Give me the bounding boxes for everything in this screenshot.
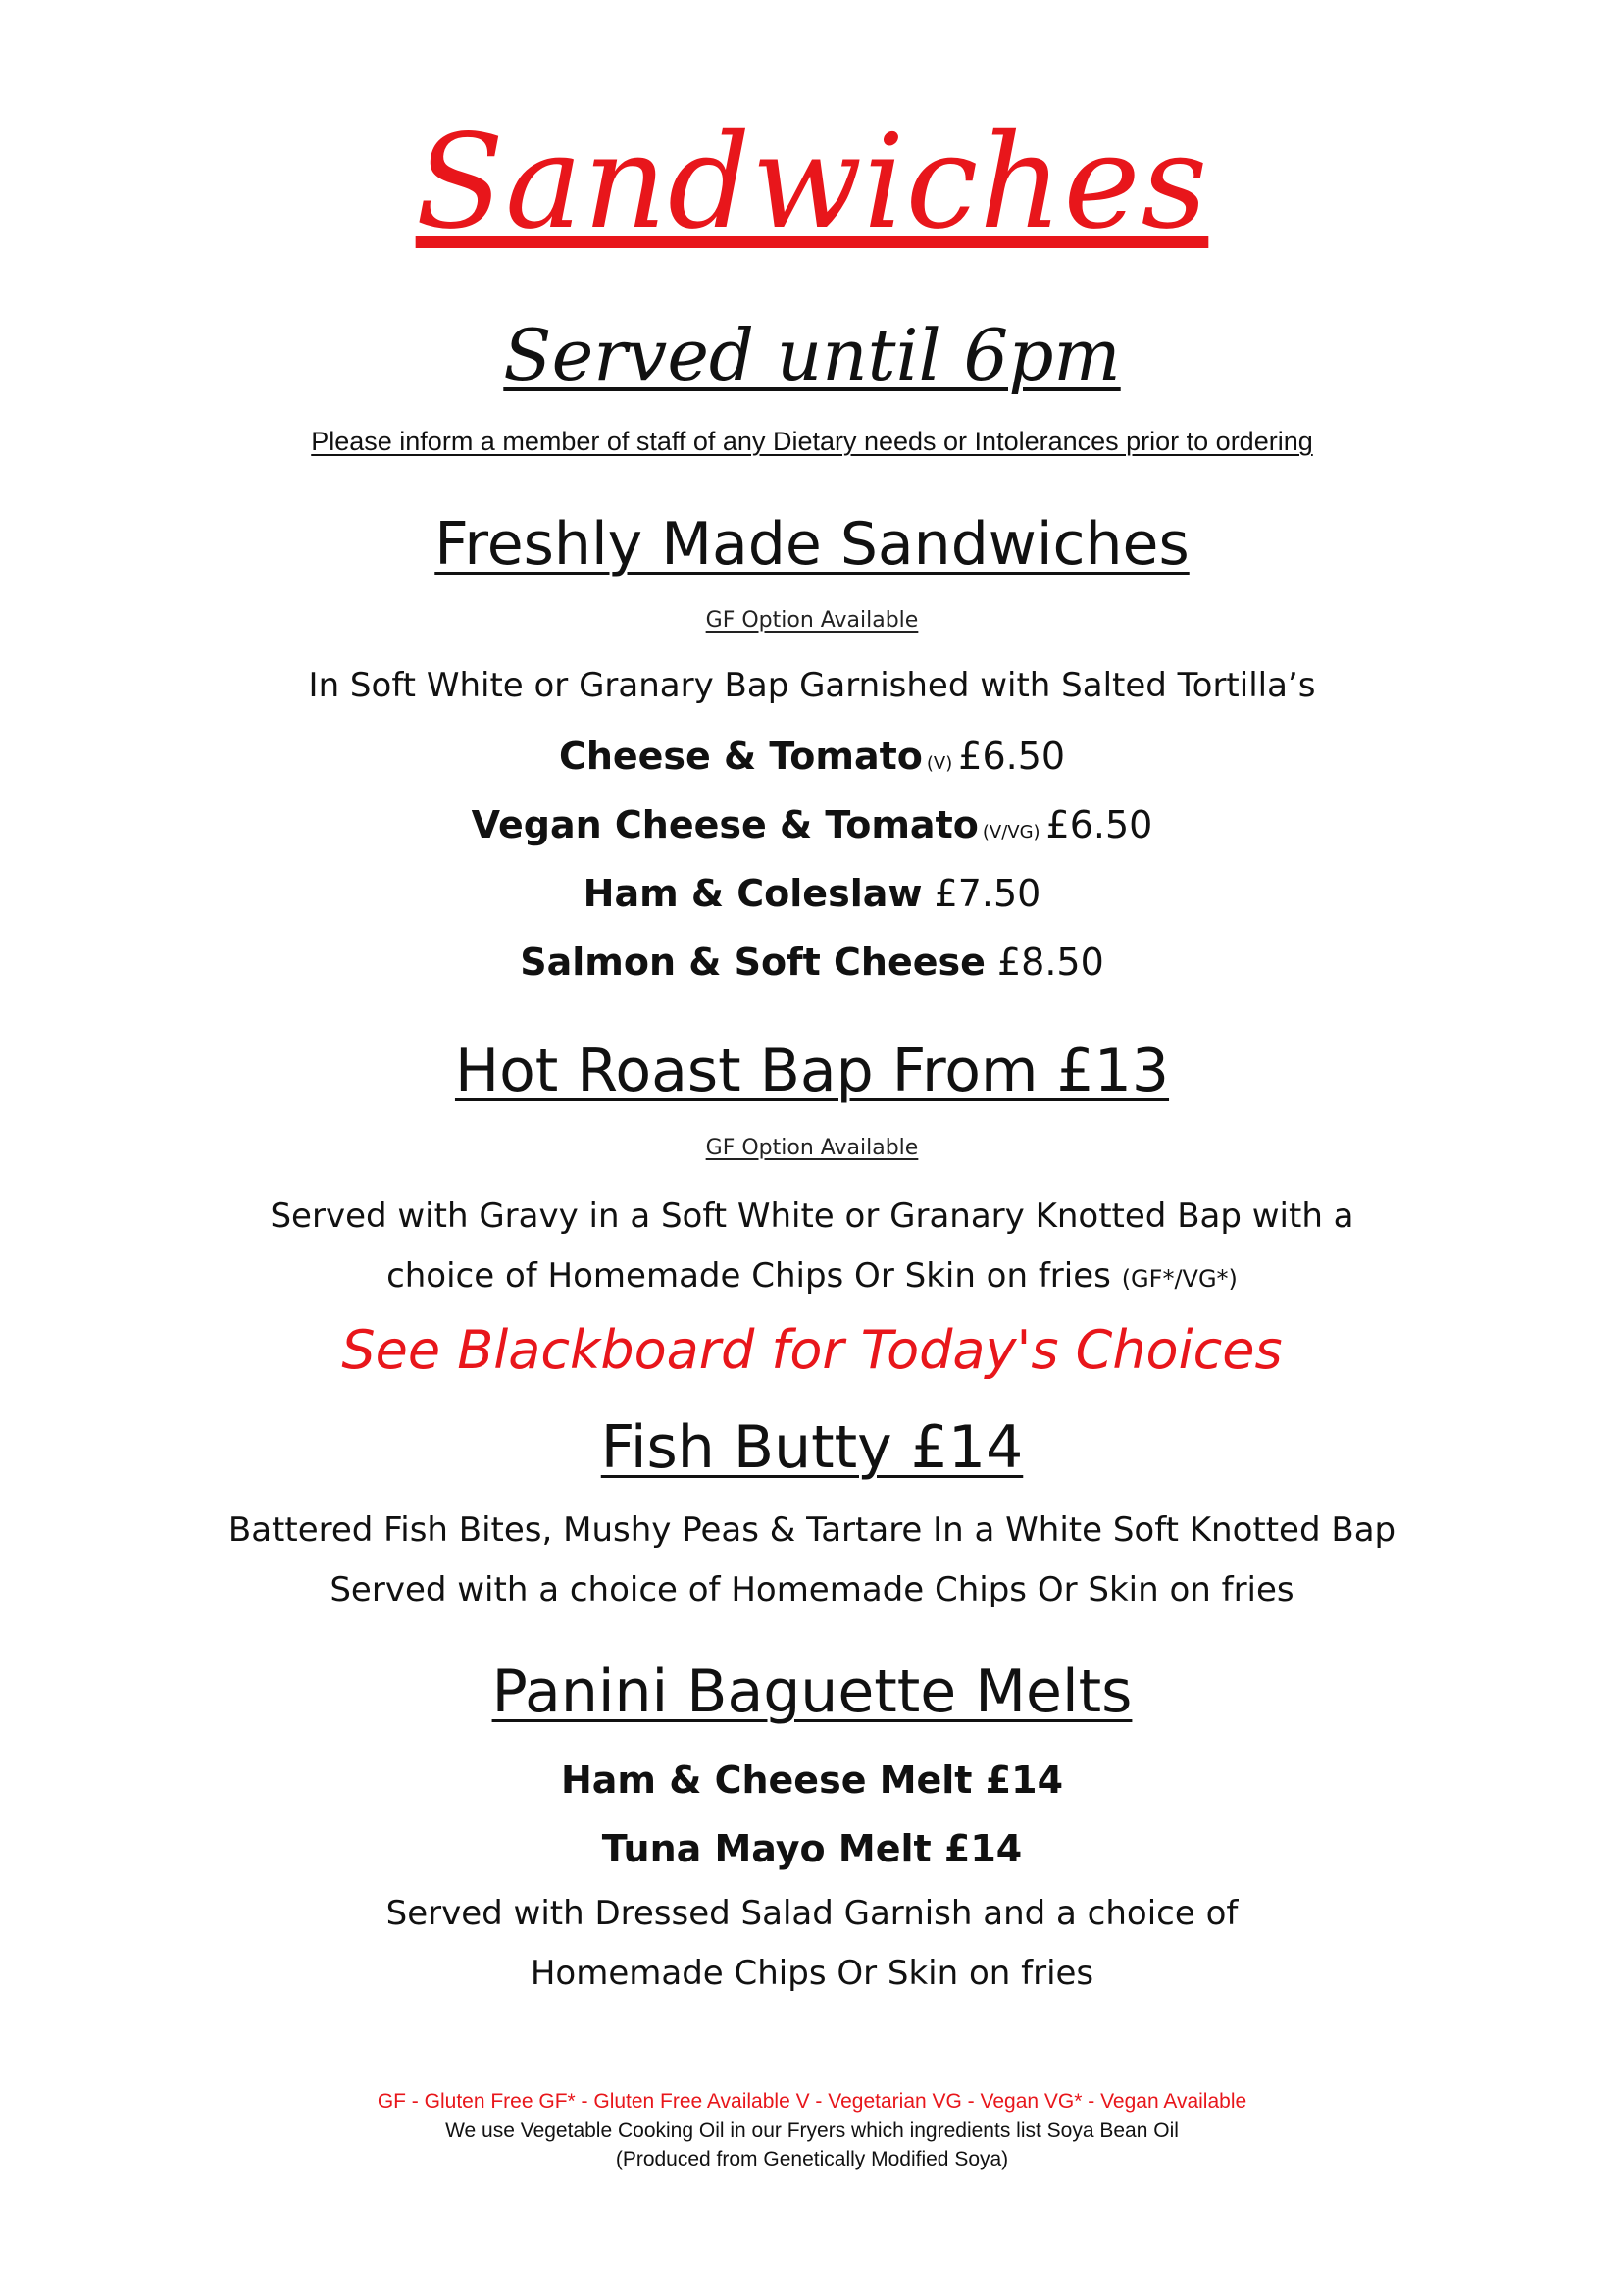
roast-description-line-2 [0,1256,1624,1296]
blackboard-choices-note: See Blackboard for Today's Choices [341,1319,1283,1381]
menu-title [0,107,1624,258]
dietary-notice-text: Please inform a member of staff of any Dietary needs or Intolerances prior to ordering [311,427,1313,456]
dietary-tag: (V/VG) [982,822,1040,842]
menu-item [0,803,1624,846]
menu-item-price: £6.50 [1045,803,1153,846]
panini-item: Ham & Cheese Melt £14 [560,1759,1064,1802]
menu-item [0,941,1624,984]
menu-item [0,735,1624,778]
dietary-tag: (V) [926,753,953,774]
panini-description-line-2: Homemade Chips Or Skin on fries [530,1954,1094,1993]
gf-option-note-text: GF Option Available [705,1136,919,1160]
roast-description-text: choice of Homemade Chips Or Skin on fries [386,1256,1111,1296]
section-heading-panini-text: Panini Baguette Melts [491,1657,1133,1726]
menu-item-name: Ham & Coleslaw [583,872,923,915]
gf-option-note-text: GF Option Available [705,608,919,633]
dietary-legend: GF - Gluten Free GF* - Gluten Free Available V - Vegetarian VG - Vegan VG* - Vegan Available [377,2090,1247,2113]
menu-item-name: Salmon & Soft Cheese [520,941,986,984]
dietary-tag: (GF*/VG*) [1121,1265,1238,1293]
panini-description-line-1: Served with Dressed Salad Garnish and a choice of [385,1894,1239,1933]
fish-description-line-1: Battered Fish Bites, Mushy Peas & Tartare In a White Soft Knotted Bap [228,1510,1396,1550]
section-heading-fish [0,1413,1624,1482]
section-heading-roast-text: Hot Roast Bap From £13 [454,1037,1170,1105]
menu-item-price: £6.50 [958,735,1066,778]
panini-item: Tuna Mayo Melt £14 [601,1827,1023,1870]
menu-item [0,872,1624,915]
menu-title-text: Sandwiches [415,107,1209,258]
menu-item-name: Vegan Cheese & Tomato [471,803,979,846]
menu-item-price: £7.50 [934,872,1041,915]
fresh-description: In Soft White or Granary Bap Garnished with Salted Tortilla’s [308,666,1316,705]
fish-description-line-2: Served with a choice of Homemade Chips Or Skin on fries [330,1570,1294,1609]
gf-option-note [0,1138,1624,1159]
dietary-notice [0,429,1624,455]
section-heading-roast [0,1037,1624,1105]
cooking-oil-note: We use Vegetable Cooking Oil in our Fryers which ingredients list Soya Bean Oil [445,2119,1179,2142]
section-heading-fish-text: Fish Butty £14 [600,1413,1024,1482]
gf-option-note [0,610,1624,632]
section-heading-fresh-text: Freshly Made Sandwiches [434,510,1190,579]
section-heading-fresh [0,510,1624,579]
gm-soya-note: (Produced from Genetically Modified Soya) [615,2148,1009,2170]
served-until-subtitle [0,314,1624,396]
menu-item-name: Cheese & Tomato [558,735,923,778]
menu-item-price: £8.50 [996,941,1104,984]
section-heading-panini [0,1657,1624,1726]
served-until-text: Served until 6pm [503,314,1121,396]
roast-description-line-1: Served with Gravy in a Soft White or Granary Knotted Bap with a [270,1197,1354,1236]
